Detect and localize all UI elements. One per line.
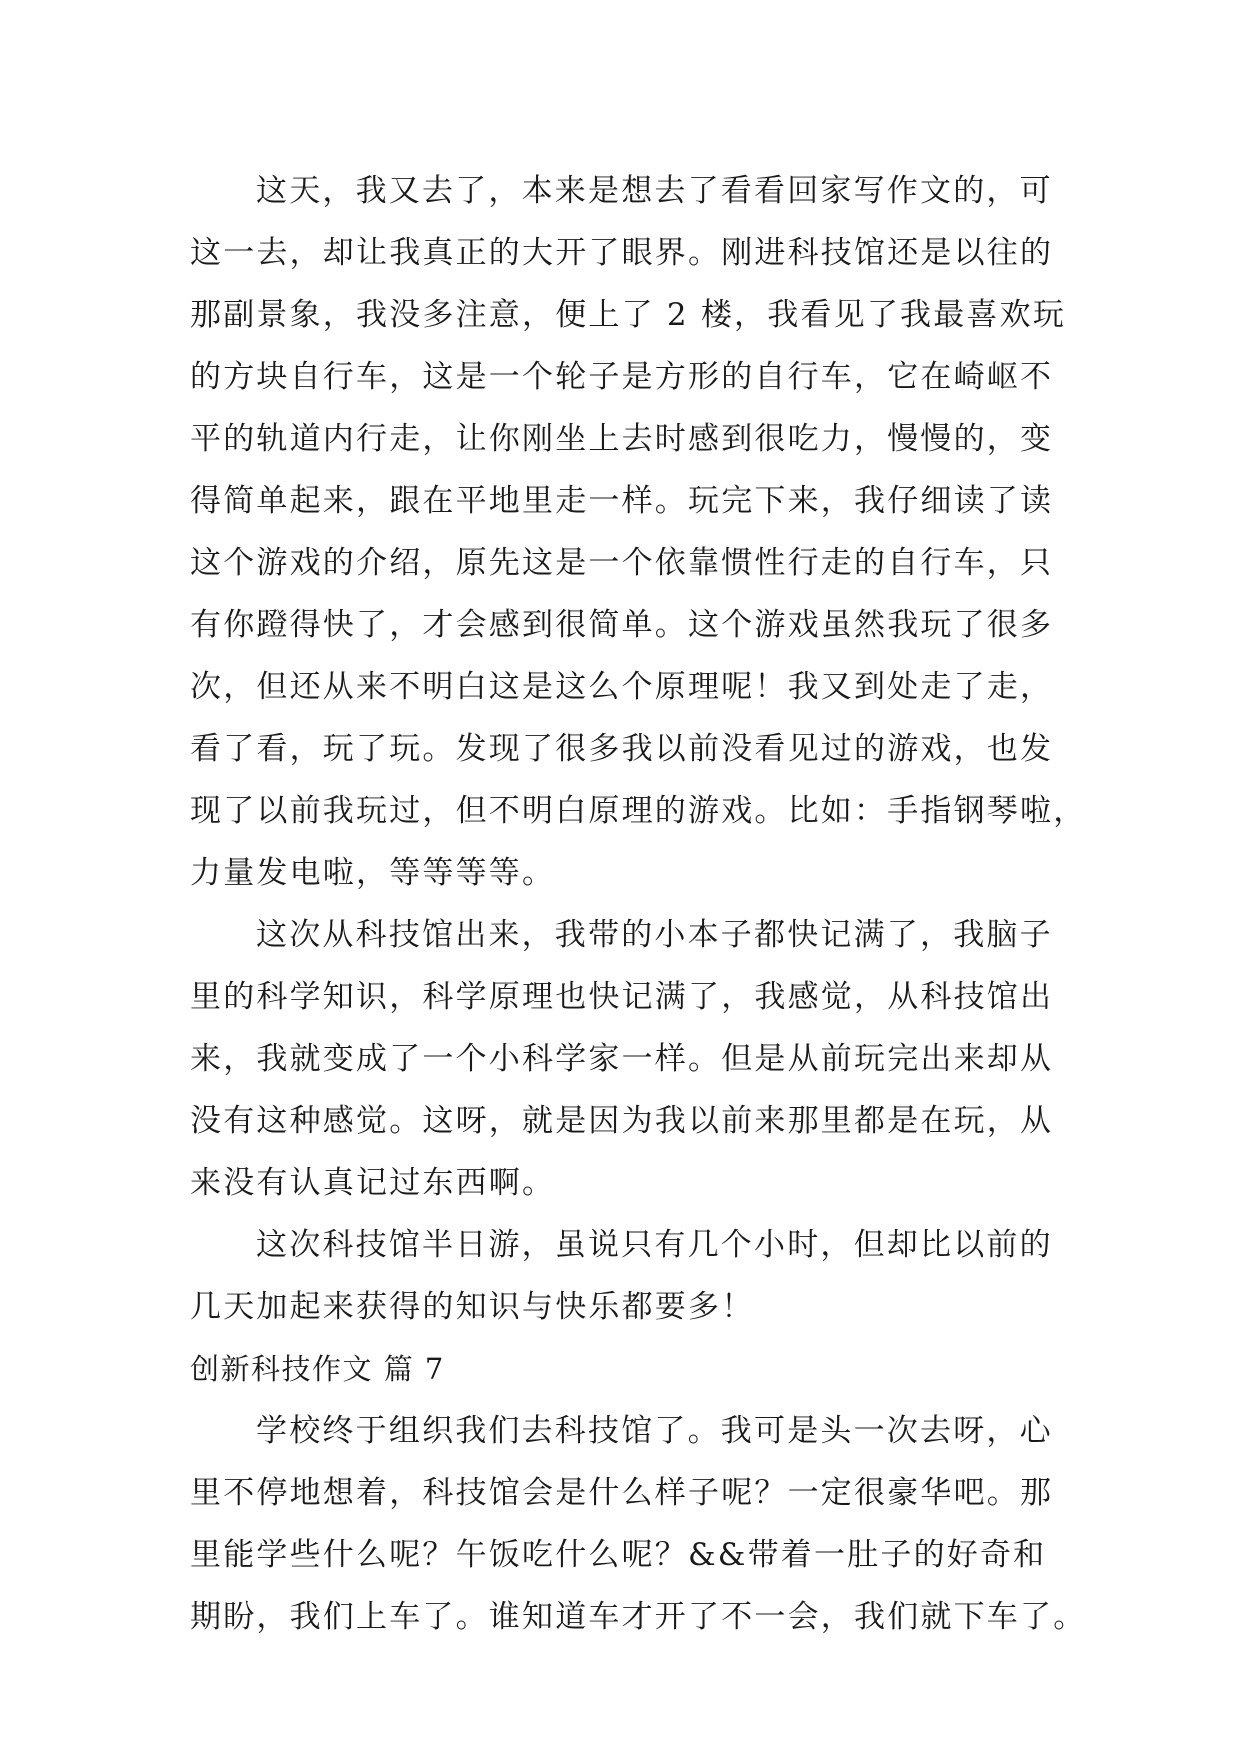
- paragraph-line: 这次科技馆半日游，虽说只有几个小时，但却比以前的: [256, 1227, 1053, 1263]
- paragraph-line: 几天加起来获得的知识与快乐都要多！: [190, 1289, 755, 1325]
- paragraph-line: 这天，我又去了，本来是想去了看看回家写作文的，可: [256, 173, 1053, 209]
- paragraph-line: 力量发电啦，等等等等。: [190, 855, 556, 891]
- paragraph-line: 次，但还从来不明白这是这么个原理呢！我又到处走了走，: [190, 669, 1054, 705]
- paragraph-line: 这次从科技馆出来，我带的小本子都快记满了，我脑子: [256, 917, 1053, 953]
- paragraph-line: 那副景象，我没多注意，便上了 2 楼，我看见了我最喜欢玩: [190, 297, 1067, 333]
- essay-body: [190, 160, 1087, 1648]
- section-heading: 创新科技作文 篇 7: [190, 1352, 445, 1386]
- paragraph-line: 这一去，却让我真正的大开了眼界。刚进科技馆还是以往的: [190, 235, 1054, 271]
- paragraph-line: 里能学些什么呢？午饭吃什么呢？&&带着一肚子的好奇和: [190, 1537, 1047, 1573]
- paragraph-line: 期盼，我们上车了。谁知道车才开了不一会，我们就下车了。: [190, 1599, 1087, 1635]
- paragraph-line: 现了以前我玩过，但不明白原理的游戏。比如：手指钢琴啦，: [190, 793, 1087, 829]
- paragraph-line: 的方块自行车，这是一个轮子是方形的自行车，它在崎岖不: [190, 359, 1054, 395]
- paragraph-line: 这个游戏的介绍，原先这是一个依靠惯性行走的自行车，只: [190, 545, 1054, 581]
- paragraph-line: 平的轨道内行走，让你刚坐上去时感到很吃力，慢慢的，变: [190, 421, 1054, 457]
- paragraph-line: 学校终于组织我们去科技馆了。我可是头一次去呀，心: [256, 1413, 1053, 1449]
- paragraph-line: 有你蹬得快了，才会感到很简单。这个游戏虽然我玩了很多: [190, 607, 1054, 643]
- paragraph-line: 得简单起来，跟在平地里走一样。玩完下来，我仔细读了读: [190, 483, 1054, 519]
- paragraph-line: 没有这种感觉。这呀，就是因为我以前来那里都是在玩，从: [190, 1103, 1054, 1139]
- paragraph-line: 来没有认真记过东西啊。: [190, 1165, 556, 1201]
- paragraph-line: 里不停地想着，科技馆会是什么样子呢？一定很豪华吧。那: [190, 1475, 1054, 1511]
- paragraph-line: 看了看，玩了玩。发现了很多我以前没看见过的游戏，也发: [190, 731, 1054, 767]
- paragraph-line: 里的科学知识，科学原理也快记满了，我感觉，从科技馆出: [190, 979, 1054, 1015]
- paragraph-line: 来，我就变成了一个小科学家一样。但是从前玩完出来却从: [190, 1041, 1054, 1077]
